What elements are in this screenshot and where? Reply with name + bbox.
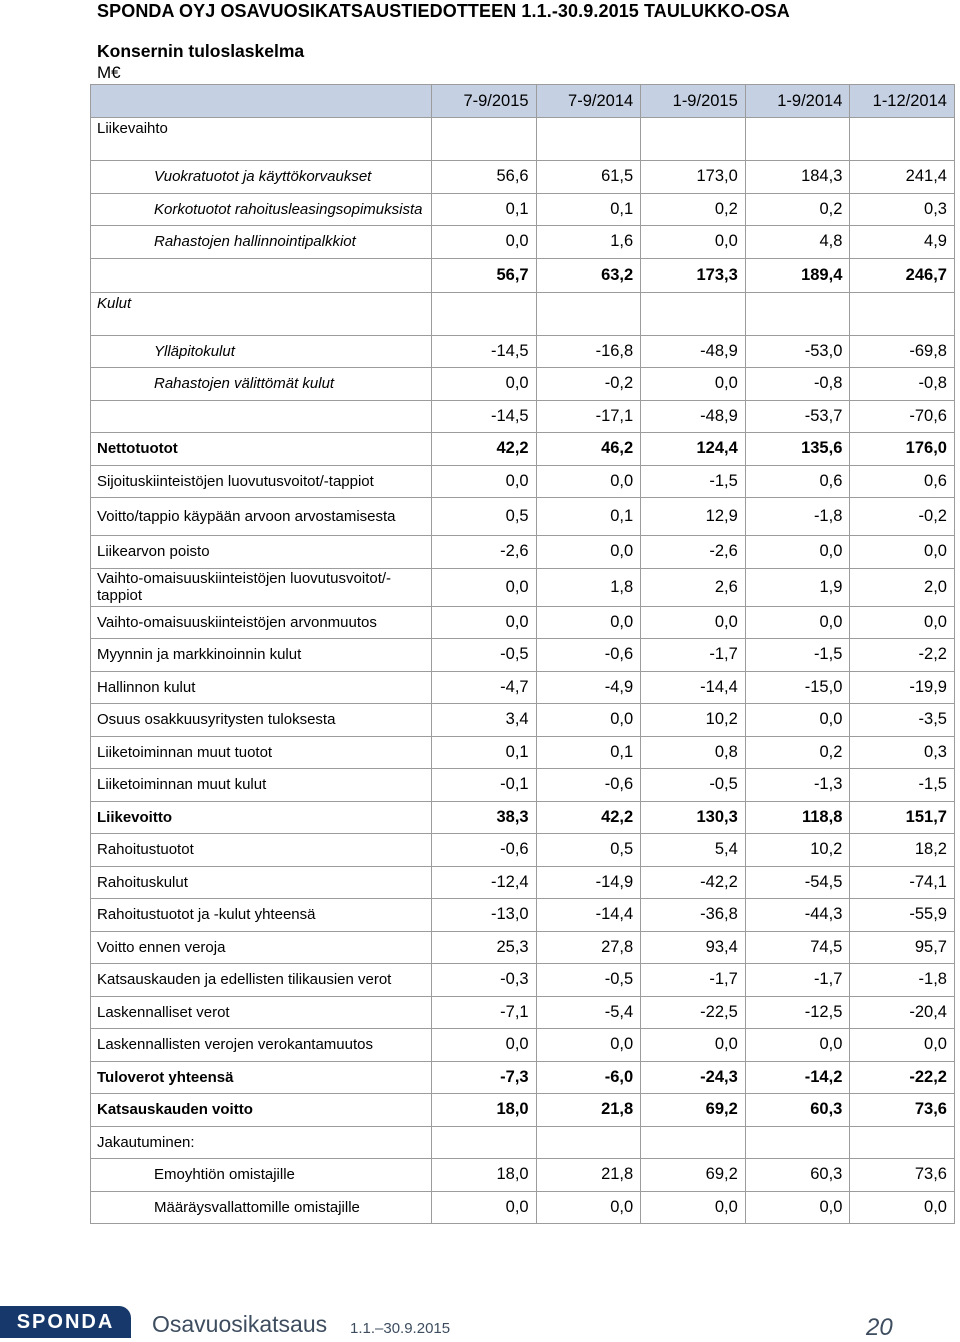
- row-value: [641, 292, 746, 335]
- row-value: [536, 118, 641, 161]
- table-row: [91, 996, 955, 1029]
- row-value: 184,3: [745, 161, 850, 194]
- table-row: [91, 368, 955, 401]
- row-value: 0,6: [745, 465, 850, 498]
- row-value: -14,5: [432, 335, 537, 368]
- row-value: -3,5: [850, 704, 955, 737]
- row-value: 4,9: [850, 226, 955, 259]
- row-value: -15,0: [745, 671, 850, 704]
- table-row: [91, 671, 955, 704]
- row-value: 46,2: [536, 433, 641, 466]
- row-value: 0,0: [536, 1191, 641, 1224]
- row-value: -1,5: [745, 639, 850, 672]
- table-row: [91, 433, 955, 466]
- table-row: [91, 834, 955, 867]
- row-value: -0,2: [850, 498, 955, 536]
- row-value: 173,3: [641, 258, 746, 292]
- table-row: [91, 1191, 955, 1224]
- row-value: -0,8: [850, 368, 955, 401]
- footer-period: 1.1.–30.9.2015: [350, 1320, 451, 1337]
- row-value: 0,0: [850, 606, 955, 639]
- table-row: [91, 769, 955, 802]
- row-value: 241,4: [850, 161, 955, 194]
- sponda-logo: SPONDA: [0, 1306, 131, 1338]
- section-title: Konsernin tuloslaskelma: [97, 41, 305, 61]
- row-value: [432, 1126, 537, 1159]
- row-value: 0,0: [432, 368, 537, 401]
- column-header: 7-9/2014: [536, 85, 641, 118]
- row-value: -0,6: [432, 834, 537, 867]
- row-value: -0,5: [432, 639, 537, 672]
- row-label: Kulut: [91, 292, 432, 335]
- row-label: Laskennalliset verot: [91, 996, 432, 1029]
- row-value: 0,0: [432, 465, 537, 498]
- row-value: 0,0: [850, 1191, 955, 1224]
- row-label: [91, 258, 432, 292]
- row-value: -1,8: [850, 964, 955, 997]
- row-label: Liikevoitto: [91, 801, 432, 834]
- row-value: -22,2: [850, 1061, 955, 1094]
- table-row: [91, 639, 955, 672]
- row-value: 0,0: [850, 1029, 955, 1062]
- row-value: -69,8: [850, 335, 955, 368]
- row-value: 1,8: [536, 568, 641, 606]
- row-value: 60,3: [745, 1094, 850, 1127]
- row-value: -22,5: [641, 996, 746, 1029]
- row-value: 0,0: [641, 1191, 746, 1224]
- row-value: 0,2: [745, 193, 850, 226]
- row-value: [745, 1126, 850, 1159]
- row-value: 95,7: [850, 931, 955, 964]
- table-row: [91, 118, 955, 161]
- row-label: Jakautuminen:: [91, 1126, 432, 1159]
- row-value: 246,7: [850, 258, 955, 292]
- row-label: Hallinnon kulut: [91, 671, 432, 704]
- page-number: 20: [866, 1314, 893, 1341]
- row-value: 0,0: [536, 1029, 641, 1062]
- row-value: 135,6: [745, 433, 850, 466]
- row-value: 69,2: [641, 1159, 746, 1192]
- row-value: [850, 118, 955, 161]
- row-value: -24,3: [641, 1061, 746, 1094]
- row-value: -0,5: [641, 769, 746, 802]
- row-label: Vaihto-omaisuuskiinteistöjen luovutusvoitot/-tappiot: [91, 568, 432, 606]
- row-value: [850, 1126, 955, 1159]
- row-value: 0,5: [432, 498, 537, 536]
- table-row: [91, 866, 955, 899]
- row-value: 0,0: [432, 568, 537, 606]
- column-header: 1-9/2014: [745, 85, 850, 118]
- row-value: 0,0: [641, 1029, 746, 1062]
- row-value: -4,7: [432, 671, 537, 704]
- row-label: Katsauskauden ja edellisten tilikausien verot: [91, 964, 432, 997]
- row-value: 73,6: [850, 1094, 955, 1127]
- row-value: 42,2: [536, 801, 641, 834]
- row-value: 93,4: [641, 931, 746, 964]
- row-label: Määräysvallattomille omistajille: [91, 1191, 432, 1224]
- row-value: 56,7: [432, 258, 537, 292]
- row-value: -14,9: [536, 866, 641, 899]
- row-value: 0,0: [432, 606, 537, 639]
- table-body: [91, 118, 955, 1224]
- row-value: -19,9: [850, 671, 955, 704]
- row-value: 0,0: [536, 536, 641, 569]
- table-row: [91, 931, 955, 964]
- row-value: 0,0: [641, 606, 746, 639]
- row-value: [745, 292, 850, 335]
- row-label: Rahoitustuotot: [91, 834, 432, 867]
- row-value: -12,5: [745, 996, 850, 1029]
- row-value: 69,2: [641, 1094, 746, 1127]
- row-value: 1,6: [536, 226, 641, 259]
- table-row: [91, 465, 955, 498]
- row-value: 0,0: [745, 1191, 850, 1224]
- row-label: Liikevaihto: [91, 118, 432, 161]
- table-row: [91, 193, 955, 226]
- row-value: -1,7: [641, 964, 746, 997]
- row-value: -1,8: [745, 498, 850, 536]
- row-value: 10,2: [745, 834, 850, 867]
- row-label: Emoyhtiön omistajille: [91, 1159, 432, 1192]
- row-label: Liiketoiminnan muut tuotot: [91, 736, 432, 769]
- table-row: [91, 498, 955, 536]
- row-value: 56,6: [432, 161, 537, 194]
- row-value: -2,6: [641, 536, 746, 569]
- row-value: 130,3: [641, 801, 746, 834]
- row-value: 124,4: [641, 433, 746, 466]
- row-value: 0,6: [850, 465, 955, 498]
- table-row: [91, 704, 955, 737]
- row-value: -36,8: [641, 899, 746, 932]
- row-value: [850, 292, 955, 335]
- row-value: -14,2: [745, 1061, 850, 1094]
- row-value: [432, 292, 537, 335]
- row-value: 25,3: [432, 931, 537, 964]
- row-value: -7,3: [432, 1061, 537, 1094]
- row-value: -17,1: [536, 400, 641, 433]
- row-label: Voitto/tappio käypään arvoon arvostamisesta: [91, 498, 432, 536]
- table-row: [91, 292, 955, 335]
- row-label: [91, 400, 432, 433]
- row-value: -14,4: [536, 899, 641, 932]
- row-value: -14,5: [432, 400, 537, 433]
- row-value: -1,3: [745, 769, 850, 802]
- row-value: 173,0: [641, 161, 746, 194]
- table-row: [91, 568, 955, 606]
- row-value: 0,0: [536, 606, 641, 639]
- row-value: 3,4: [432, 704, 537, 737]
- row-value: 0,0: [745, 536, 850, 569]
- row-value: 0,0: [745, 704, 850, 737]
- row-value: -53,7: [745, 400, 850, 433]
- row-value: 38,3: [432, 801, 537, 834]
- row-value: 63,2: [536, 258, 641, 292]
- row-value: -48,9: [641, 400, 746, 433]
- row-value: [641, 118, 746, 161]
- row-label: Ylläpitokulut: [91, 335, 432, 368]
- table-row: [91, 258, 955, 292]
- row-value: -74,1: [850, 866, 955, 899]
- row-value: 189,4: [745, 258, 850, 292]
- row-label: Laskennallisten verojen verokantamuutos: [91, 1029, 432, 1062]
- row-value: 18,0: [432, 1159, 537, 1192]
- row-value: 0,1: [432, 193, 537, 226]
- table-row: [91, 964, 955, 997]
- row-value: -4,9: [536, 671, 641, 704]
- row-value: 18,0: [432, 1094, 537, 1127]
- row-value: 0,0: [641, 368, 746, 401]
- row-value: 0,0: [850, 536, 955, 569]
- row-value: -42,2: [641, 866, 746, 899]
- document-title: SPONDA OYJ OSAVUOSIKATSAUSTIEDOTTEEN 1.1.-30.9.2015 TAULUKKO-OSA: [97, 1, 790, 21]
- income-statement-table: [90, 84, 955, 1224]
- row-label: Korkotuotot rahoitusleasingsopimuksista: [91, 193, 432, 226]
- row-label: Myynnin ja markkinoinnin kulut: [91, 639, 432, 672]
- row-value: 0,3: [850, 736, 955, 769]
- row-label: Rahastojen välittömät kulut: [91, 368, 432, 401]
- row-value: 1,9: [745, 568, 850, 606]
- row-value: [536, 292, 641, 335]
- table-row: [91, 1126, 955, 1159]
- row-value: [432, 118, 537, 161]
- row-value: -16,8: [536, 335, 641, 368]
- row-value: 5,4: [641, 834, 746, 867]
- table-row: [91, 1094, 955, 1127]
- row-label: Voitto ennen veroja: [91, 931, 432, 964]
- row-label: Vaihto-omaisuuskiinteistöjen arvonmuutos: [91, 606, 432, 639]
- row-value: -6,0: [536, 1061, 641, 1094]
- row-value: 0,0: [432, 226, 537, 259]
- row-value: 0,0: [536, 704, 641, 737]
- row-value: -44,3: [745, 899, 850, 932]
- row-value: 0,0: [641, 226, 746, 259]
- row-label: Rahoitustuotot ja -kulut yhteensä: [91, 899, 432, 932]
- row-value: 61,5: [536, 161, 641, 194]
- row-value: 0,0: [432, 1191, 537, 1224]
- row-value: 0,8: [641, 736, 746, 769]
- row-label: Tuloverot yhteensä: [91, 1061, 432, 1094]
- table-header-row: [91, 85, 955, 118]
- row-value: -1,5: [850, 769, 955, 802]
- row-value: [641, 1126, 746, 1159]
- column-header: 7-9/2015: [432, 85, 537, 118]
- row-value: 0,0: [745, 606, 850, 639]
- row-value: -20,4: [850, 996, 955, 1029]
- row-value: -0,2: [536, 368, 641, 401]
- row-value: 74,5: [745, 931, 850, 964]
- row-value: -5,4: [536, 996, 641, 1029]
- row-value: 0,3: [850, 193, 955, 226]
- row-value: 0,0: [432, 1029, 537, 1062]
- footer: [0, 1300, 960, 1342]
- row-label: Rahastojen hallinnointipalkkiot: [91, 226, 432, 259]
- table-row: [91, 736, 955, 769]
- row-value: -48,9: [641, 335, 746, 368]
- table-row: [91, 536, 955, 569]
- row-value: 10,2: [641, 704, 746, 737]
- row-value: 21,8: [536, 1159, 641, 1192]
- row-value: 27,8: [536, 931, 641, 964]
- row-label: Katsauskauden voitto: [91, 1094, 432, 1127]
- row-value: -54,5: [745, 866, 850, 899]
- row-value: -12,4: [432, 866, 537, 899]
- row-value: -0,6: [536, 639, 641, 672]
- row-label: Osuus osakkuusyritysten tuloksesta: [91, 704, 432, 737]
- table-row: [91, 400, 955, 433]
- table-row: [91, 1159, 955, 1192]
- table-row: [91, 801, 955, 834]
- row-value: 0,1: [536, 498, 641, 536]
- row-value: 18,2: [850, 834, 955, 867]
- row-value: -2,6: [432, 536, 537, 569]
- row-value: -7,1: [432, 996, 537, 1029]
- row-label: Liiketoiminnan muut kulut: [91, 769, 432, 802]
- row-value: -1,7: [745, 964, 850, 997]
- row-value: -53,0: [745, 335, 850, 368]
- row-value: -14,4: [641, 671, 746, 704]
- table-row: [91, 606, 955, 639]
- row-value: -0,3: [432, 964, 537, 997]
- table-row: [91, 335, 955, 368]
- footer-report-word: Osavuosikatsaus: [152, 1311, 328, 1337]
- row-value: 176,0: [850, 433, 955, 466]
- row-value: -2,2: [850, 639, 955, 672]
- row-value: 60,3: [745, 1159, 850, 1192]
- row-value: 2,0: [850, 568, 955, 606]
- row-label: Sijoituskiinteistöjen luovutusvoitot/-tappiot: [91, 465, 432, 498]
- row-value: -70,6: [850, 400, 955, 433]
- row-value: 21,8: [536, 1094, 641, 1127]
- row-value: [536, 1126, 641, 1159]
- column-header: 1-9/2015: [641, 85, 746, 118]
- table-row: [91, 161, 955, 194]
- row-value: 0,2: [641, 193, 746, 226]
- table-row: [91, 226, 955, 259]
- row-value: -0,6: [536, 769, 641, 802]
- row-value: 0,1: [536, 736, 641, 769]
- table-row: [91, 899, 955, 932]
- row-value: -13,0: [432, 899, 537, 932]
- row-value: -55,9: [850, 899, 955, 932]
- row-value: [745, 118, 850, 161]
- row-value: 0,2: [745, 736, 850, 769]
- row-value: -1,5: [641, 465, 746, 498]
- row-value: 0,5: [536, 834, 641, 867]
- row-value: 118,8: [745, 801, 850, 834]
- unit-label: M€: [97, 63, 121, 82]
- row-value: 0,1: [432, 736, 537, 769]
- row-value: 42,2: [432, 433, 537, 466]
- row-label: Vuokratuotot ja käyttökorvaukset: [91, 161, 432, 194]
- row-value: 73,6: [850, 1159, 955, 1192]
- row-value: 0,1: [536, 193, 641, 226]
- row-label: Rahoituskulut: [91, 866, 432, 899]
- row-value: -0,1: [432, 769, 537, 802]
- row-value: 151,7: [850, 801, 955, 834]
- row-value: 4,8: [745, 226, 850, 259]
- row-value: 2,6: [641, 568, 746, 606]
- row-value: -0,5: [536, 964, 641, 997]
- row-value: 0,0: [745, 1029, 850, 1062]
- table-row: [91, 1061, 955, 1094]
- row-value: -0,8: [745, 368, 850, 401]
- row-value: 0,0: [536, 465, 641, 498]
- row-value: 12,9: [641, 498, 746, 536]
- row-label: Nettotuotot: [91, 433, 432, 466]
- header-label-cell: [91, 85, 432, 118]
- row-value: -1,7: [641, 639, 746, 672]
- table-row: [91, 1029, 955, 1062]
- column-header: 1-12/2014: [850, 85, 955, 118]
- row-label: Liikearvon poisto: [91, 536, 432, 569]
